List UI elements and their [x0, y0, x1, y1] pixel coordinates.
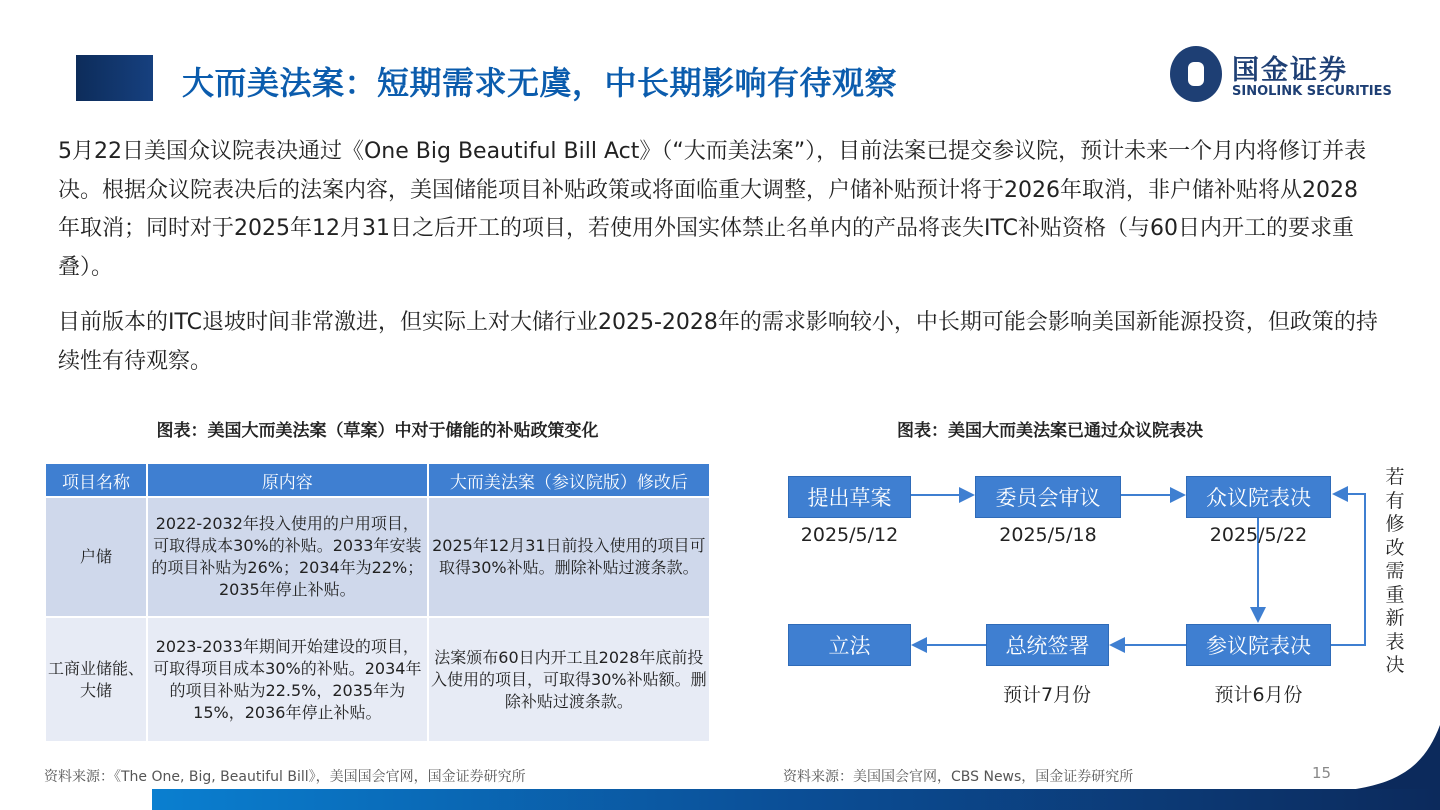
table-cell: 2025年12月31日前投入使用的项目可取得30%补贴。删除补贴过渡条款。 — [429, 498, 709, 616]
table-cell: 工商业储能、大储 — [46, 618, 146, 741]
header-cell: 项目名称 — [46, 464, 146, 496]
header-cell: 大而美法案（参议院版）修改后 — [429, 464, 709, 496]
table-cell: 法案颁布60日内开工且2028年底前投入使用的项目，可取得30%补贴额。删除补贴过渡条款。 — [429, 618, 709, 741]
flow-step-date: 预计6月份 — [1214, 684, 1303, 706]
header-cell: 原内容 — [148, 464, 427, 496]
flow-source: 资料来源：美国国会官网，CBS News，国金证券研究所 — [783, 769, 1134, 785]
body-paragraph-1: 5月22日美国众议院表决通过《One Big Beautiful Bill Act》（“大而美法案”），目前法案已提交参议院，预计未来一个月内将修订并表决。根据众议院表决后的法案内容，美国储能项目补贴政策或将面临重大调整，户储补贴预计将于2026年取消，非户储补贴将从2028年取消；同时对于2025年12月31日之后开工的项目，若使用外国实体禁止名单内的产品将丧失ITC补贴资格（与60日内开工的要求重叠）。 — [58, 139, 1367, 280]
flow-step-senate-vote: 参议院表决 — [1186, 624, 1331, 666]
logo-en-text: SINOLINK SECURITIES — [1232, 84, 1392, 99]
flow-step-date: 2025/5/22 — [1209, 524, 1308, 546]
flow-caption: 图表：美国大而美法案已通过众议院表决 — [897, 421, 1203, 441]
table-source: 资料来源：《The One, Big, Beautiful Bill》，美国国会官网，国金证券研究所 — [44, 769, 526, 785]
flow-step-committee: 委员会审议 — [975, 476, 1121, 518]
loop-arrow — [1331, 494, 1365, 645]
flow-step-draft: 提出草案 — [788, 476, 911, 518]
logo-cn-text: 国金证券 — [1232, 55, 1348, 86]
page-title: 大而美法案：短期需求无虞，中长期影响有待观察 — [182, 64, 898, 102]
body-paragraph-2: 目前版本的ITC退坡时间非常激进，但实际上对大储行业2025-2028年的需求影响较小，中长期可能会影响美国新能源投资，但政策的持续性有待观察。 — [58, 310, 1378, 374]
flow-step-president-sign: 总统签署 — [986, 624, 1109, 666]
table-cell: 2023-2033年期间开始建设的项目，可取得项目成本30%的补贴。2034年的项目补贴为22.5%，2035年为15%，2036年停止补贴。 — [148, 618, 427, 741]
flow-step-date: 预计7月份 — [1002, 684, 1092, 706]
flow-step-law: 立法 — [788, 624, 911, 666]
table-caption: 图表：美国大而美法案（草案）中对于储能的补贴政策变化 — [156, 421, 599, 441]
loop-note: 若有修改需重新表决 — [1385, 466, 1405, 676]
table-cell: 2022-2032年投入使用的户用项目，可取得成本30%的补贴。2033年安装的项目补贴为26%；2034年为22%；2035年停止补贴。 — [148, 498, 427, 616]
page-number: 15 — [1312, 764, 1332, 782]
footer-band — [152, 789, 1440, 810]
flow-step-date: 2025/5/12 — [800, 524, 899, 546]
flow-step-date: 2025/5/18 — [999, 524, 1097, 546]
table-cell: 户储 — [46, 498, 146, 616]
flow-step-house-vote: 众议院表决 — [1186, 476, 1331, 518]
